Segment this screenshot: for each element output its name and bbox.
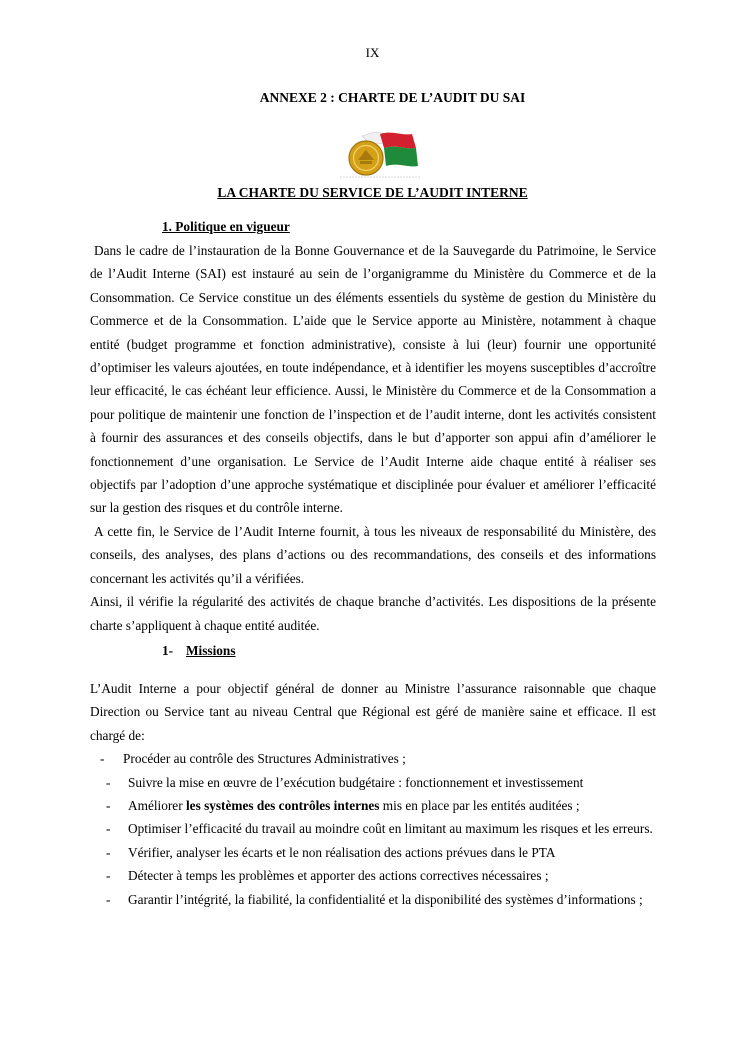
- list-item: - Vérifier, analyser les écarts et le non réalisation des actions prévues dans le PTA: [106, 844, 556, 860]
- list-item: - Améliorer les systèmes des contrôles internes mis en place par les entités auditées ;: [106, 797, 580, 813]
- paragraph-politique-1: Dans le cadre de l’instauration de la Bonne Gouvernance et de la Sauvegarde du Patrimoine, le Service de l’Audit Interne (SAI) est instauré au sein de l’organigramme du Ministère du Commerce et de la Consommation. Ce Service constitue un des éléments essentiels du système de gestion du Ministère du Commerce et de la Consommation. L’aide que le Service apporte au Ministère, notamment à chaque entité (budget programme et fonction administrative), consiste à lui (leur) fournir une opportunité d’optimiser les valeurs ajoutées, en toute indépendance, et à identifier les moyens susceptibles d’accroître leur efficacité, le cas échéant leur efficience. Aussi, le Ministère du Commerce et de la Consommation a pour politique de maintenir une fonction de l’inspection et de l’audit interne, dont les activités consistent à fournir des assurances et des conseils objectifs, dans le but d’apporter son appui afin d’améliorer le fonctionnement d’une organisation. Le Service de l’Audit Interne aide chaque entité à réaliser ses objectifs par l’adoption d’une approche systématique et disciplinée pour évaluer et améliorer l’efficacité sur la gestion des risques et du contrôle interne.: [90, 243, 656, 516]
- paragraph-politique-2: A cette fin, le Service de l’Audit Interne fournit, à tous les niveaux de responsabilité du Ministère, des conseils, des analyses, des plans d’actions ou des recommandations, des conseils et des informations concernant les activités qu’il a vérifiées.: [90, 523, 656, 586]
- missions-list: [90, 747, 656, 911]
- list-item: - Suivre la mise en œuvre de l’exécution budgétaire : fonctionnement et investissement: [106, 774, 584, 790]
- document-body: [90, 215, 656, 911]
- madagascar-emblem-flag-icon: [340, 128, 420, 180]
- charter-title: LA CHARTE DU SERVICE DE L’AUDIT INTERNE: [217, 185, 528, 200]
- section-heading-politique: 1. Politique en vigueur: [162, 219, 290, 234]
- annex-title: ANNEXE 2 : CHARTE DE L’AUDIT DU SAI: [259, 90, 526, 105]
- missions-intro: L’Audit Interne a pour objectif général de donner au Ministre l’assurance raisonnable que chaque Direction ou Service tant au niveau Central que Régional est géré de manière saine et efficace. Il est chargé de:: [90, 680, 656, 743]
- list-item: - Procéder au contrôle des Structures Administratives ;: [100, 751, 406, 767]
- list-item: - Détecter à temps les problèmes et apporter des actions correctives nécessaires ;: [106, 868, 549, 884]
- list-item: - Garantir l’intégrité, la fiabilité, la confidentialité et la disponibilité des systèmes d’informations ;: [106, 891, 643, 907]
- list-item: - Optimiser l’efficacité du travail au moindre coût en limitant au maximum les risques et les erreurs.: [106, 821, 653, 837]
- page-number: IX: [365, 45, 380, 60]
- paragraph-politique-3: Ainsi, il vérifie la régularité des activités de chaque branche d’activités. Les dispositions de la présente charte s’appliquent à chaque entité auditée.: [90, 594, 656, 633]
- section-heading-missions: 1- Missions: [162, 642, 236, 658]
